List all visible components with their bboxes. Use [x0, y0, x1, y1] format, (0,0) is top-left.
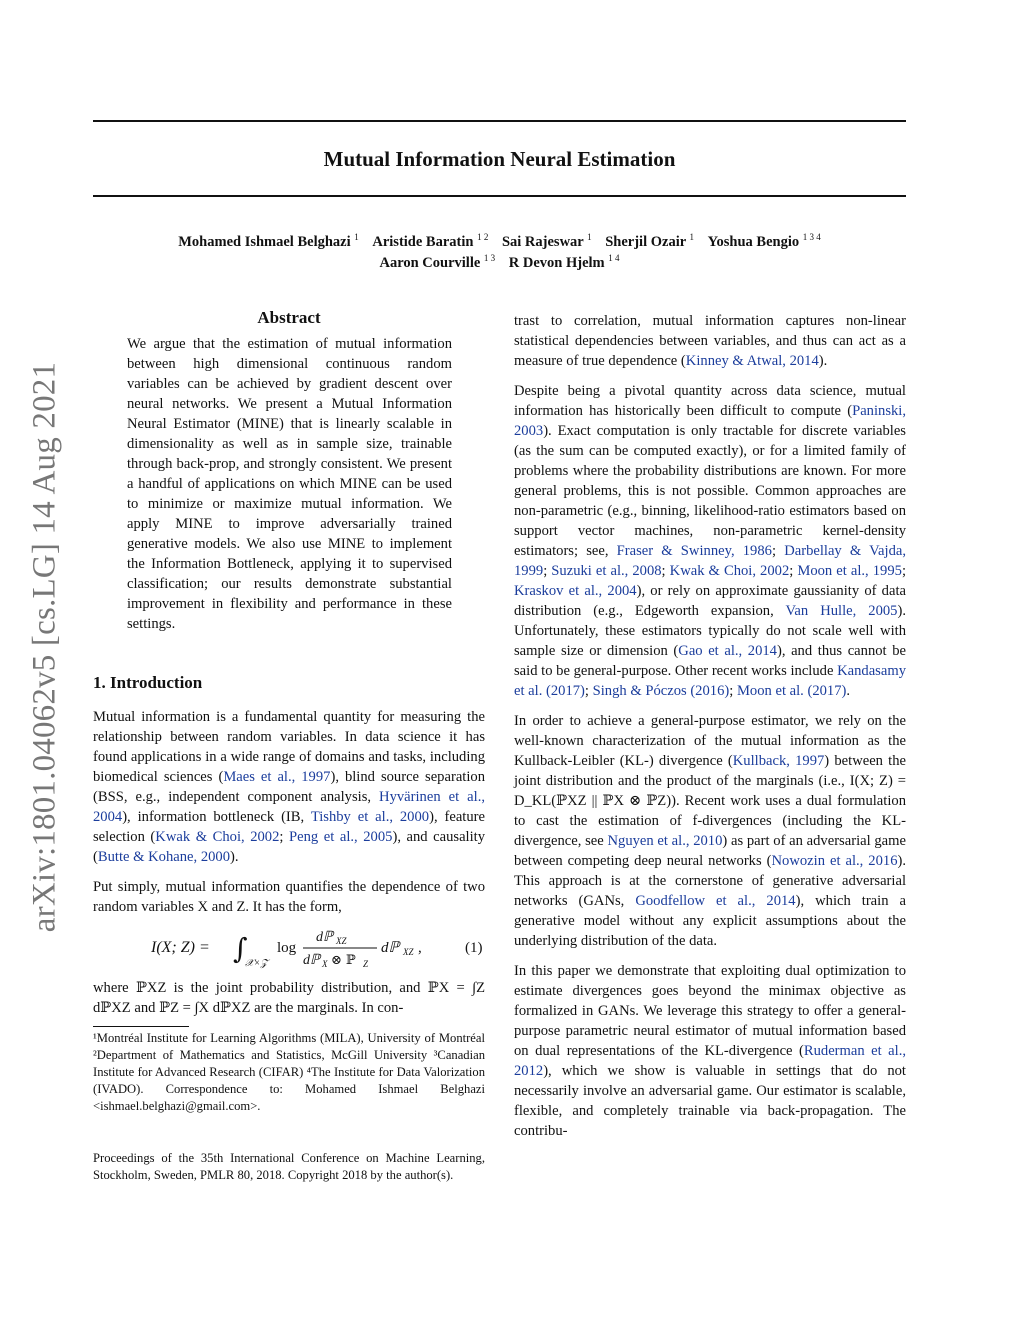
- svg-text:XZ: XZ: [336, 936, 347, 946]
- citation-link[interactable]: Nguyen et al., 2010: [607, 833, 723, 849]
- citation-link[interactable]: Paninski, 2003: [514, 403, 906, 439]
- svg-text:I(X; Z) =: I(X; Z) =: [151, 939, 210, 956]
- author: R Devon Hjelm $^{1 4}$: [508, 253, 620, 271]
- intro-paragraph-3: where ℙXZ is the joint probability distribution, and ℙX = ∫Z dℙXZ and ℙZ = ∫X dℙXZ are the marginals. In con-: [93, 980, 485, 1016]
- author: Mohamed Ishmael Belghazi $^1$: [178, 232, 359, 250]
- citation-link[interactable]: Butte & Kohane, 2000: [97, 849, 231, 865]
- citation-link[interactable]: Maes et al., 1997: [223, 769, 331, 785]
- title-bottom-rule: [93, 195, 906, 197]
- svg-text:Z: Z: [363, 959, 369, 969]
- citation-link[interactable]: Moon et al., 1995: [797, 563, 902, 579]
- authors-line-1: [93, 232, 906, 251]
- citation-link[interactable]: Gao et al., 2014: [678, 643, 777, 659]
- right-paragraph-1: trast to correlation, mutual information captures non-linear statistical dependencies between variables, and thus can act as a measure of true dependence (Kinney & Atwal, 2014).: [514, 313, 906, 369]
- author: Sai Rajeswar $^1$: [501, 232, 592, 250]
- svg-text:XZ: XZ: [403, 947, 414, 957]
- citation-link[interactable]: Nowozin et al., 2016: [771, 853, 898, 869]
- author: Sherjil Ozair $^1$: [605, 232, 695, 250]
- affiliations-footnote: ¹Montréal Institute for Learning Algorithms (MILA), University of Montréal ²Department of Mathematics and Statistics, McGill University ³Canadian Institute for Advanced Research (CIFAR) ⁴The Institute for Data Valorization (IVADO). Correspondence to: Mohamed Ishmael Belghazi <ishmael.belghazi@gmail.com>.: [93, 1031, 485, 1113]
- right-paragraph-3: In order to achieve a general-purpose estimator, we rely on the well-known characterization of the mutual information as the Kullback-Leibler (KL-) divergence (Kullback, 1997) between the joint distribution and the product of the marginals (i.e., I(X; Z) = D_KL(ℙXZ || ℙX ⊗ ℙZ)). Recent work uses a dual formulation to cast the estimation of f-divergences (including the KL-divergence, see Nguyen et al., 2010) as part of an adversarial game between competing deep neural networks (Nowozin et al., 2016). This approach is at the cornerstone of generative adversarial networks (GANs, Goodfellow et al., 2014), which train a generative model without any explicit assumptions about the underlying distribution of the data.: [514, 713, 907, 949]
- citation-link[interactable]: Peng et al., 2005: [289, 829, 393, 845]
- equation-number: (1): [465, 940, 483, 956]
- author: Yoshua Bengio $^{1 3 4}$: [707, 232, 821, 250]
- citation-link[interactable]: Hyvärinen et al., 2004: [93, 789, 485, 825]
- arxiv-sidebar: [26, 352, 63, 942]
- citation-link[interactable]: Van Hulle, 2005: [785, 603, 898, 619]
- intro-paragraph-2: Put simply, mutual information quantifies the dependence of two random variables X and Z. It has the form,: [93, 879, 485, 915]
- right-paragraph-4: In this paper we demonstrate that exploiting dual optimization to estimate divergences goes beyond the minimax objective as formalized in GANs. We leverage this strategy to offer a general-purpose parametric neural estimator of mutual information based on dual representations of the KL-divergence (Ruderman et al., 2012), which we show is valuable in settings that do not necessarily involve an adversarial game. Our estimator is scalable, flexible, and completely trainable via back-propagation. The contribu-: [514, 963, 906, 1139]
- svg-text:∫: ∫: [233, 932, 248, 965]
- left-column-body: [93, 707, 485, 927]
- intro-paragraph-1: Mutual information is a fundamental quantity for measuring the relationship between random variables. In data science it has found applications in a wide range of domains and tasks, including biomedical sciences (Maes et al., 1997), blind source separation (BSS, e.g., independent component analysis, Hyvärinen et al., 2004), information bottleneck (IB, Tishby et al., 2000), feature selection (Kwak & Choi, 2002; Peng et al., 2005), and causality (Butte & Kohane, 2000).: [93, 709, 486, 865]
- paper-title: Mutual Information Neural Estimation: [323, 147, 676, 171]
- citation-link[interactable]: Kwak & Choi, 2002: [669, 563, 790, 579]
- svg-text:,: ,: [418, 940, 422, 956]
- citation-link[interactable]: Kandasamy et al. (2017): [514, 663, 906, 699]
- equation-1: [93, 924, 485, 972]
- authors-line-2: [93, 253, 906, 272]
- citation-link[interactable]: Ruderman et al., 2012: [514, 1043, 906, 1079]
- citation-link[interactable]: Kwak & Choi, 2002: [155, 829, 280, 845]
- abstract-text: We argue that the estimation of mutual information between high dimensional continuous random variables can be achieved by gradient descent over neural networks. We present a Mutual Information Neural Estimator (MINE) that is linearly scalable in dimensionality as well as in sample size, trainable through back-prop, and strongly consistent. We present a handful of applications on which MINE can be used to minimize or maximize mutual information. We apply MINE to improve adversarially trained generative models. We also use MINE to implement the Information Bottleneck, applying it to supervised classification; our results demonstrate substantial improvement in flexibility and performance in these settings.: [127, 336, 452, 632]
- author: Aaron Courville $^{1 3}$: [379, 253, 496, 271]
- intro-heading: 1. Introduction: [93, 673, 203, 692]
- author: Aristide Baratin $^{1 2}$: [372, 232, 489, 250]
- footnote-rule: [93, 1026, 189, 1027]
- citation-link[interactable]: Goodfellow et al., 2014: [635, 893, 796, 909]
- citation-link[interactable]: Kullback, 1997: [732, 753, 825, 769]
- right-column-body: [514, 311, 906, 1151]
- title-top-rule: [93, 120, 906, 122]
- svg-text:dℙ: dℙ: [381, 940, 400, 956]
- citation-link[interactable]: Kraskov et al., 2004: [514, 583, 637, 599]
- svg-text:dℙ: dℙ: [303, 953, 320, 968]
- svg-text:log: log: [277, 940, 297, 956]
- left-column-after-eq: [93, 978, 485, 1028]
- arxiv-id: arXiv:1801.04062v5 [cs.LG] 14 Aug 2021: [26, 361, 63, 933]
- svg-text:dℙ: dℙ: [316, 930, 333, 945]
- citation-link[interactable]: Tishby et al., 2000: [310, 809, 430, 825]
- citation-link[interactable]: Darbellay & Vajda, 1999: [514, 543, 907, 579]
- citation-link[interactable]: Suzuki et al., 2008: [551, 563, 662, 579]
- right-paragraph-2: Despite being a pivotal quantity across data science, mutual information has historically been difficult to compute (Paninski, 2003). Exact computation is only tractable for discrete variables (as the sum can be computed exactly), or for a limited family of problems where the probability distributions are known. For more general problems, this is not possible. Common approaches are non-parametric (e.g., binning, likelihood-ratio estimators based on support vector machines, non-parametric kernel-density estimators; see, Fraser & Swinney, 1986; Darbellay & Vajda, 1999; Suzuki et al., 2008; Kwak & Choi, 2002; Moon et al., 1995; Kraskov et al., 2004), or rely on approximate gaussianity of data distribution (e.g., Edgeworth expansion, Van Hulle, 2005). Unfortunately, these estimators typically do not scale well with sample size or dimension (Gao et al., 2014), and thus cannot be said to be general-purpose. Other recent works include Kandasamy et al. (2017); Singh & Póczos (2016); Moon et al. (2017).: [514, 383, 907, 699]
- svg-text:⊗ ℙ: ⊗ ℙ: [331, 953, 356, 968]
- svg-text:X: X: [322, 959, 328, 969]
- citation-link[interactable]: Moon et al. (2017): [736, 683, 847, 699]
- citation-link[interactable]: Kinney & Atwal, 2014: [685, 353, 819, 369]
- citation-link[interactable]: Singh & Póczos (2016): [592, 683, 730, 699]
- abstract-heading: Abstract: [257, 308, 321, 327]
- citation-link[interactable]: Fraser & Swinney, 1986: [616, 543, 772, 559]
- proceedings-note: Proceedings of the 35th International Conference on Machine Learning, Stockholm, Sweden, PMLR 80, 2018. Copyright 2018 by the author(s).: [93, 1151, 485, 1182]
- svg-text:𝒳×𝒵: 𝒳×𝒵: [245, 958, 268, 969]
